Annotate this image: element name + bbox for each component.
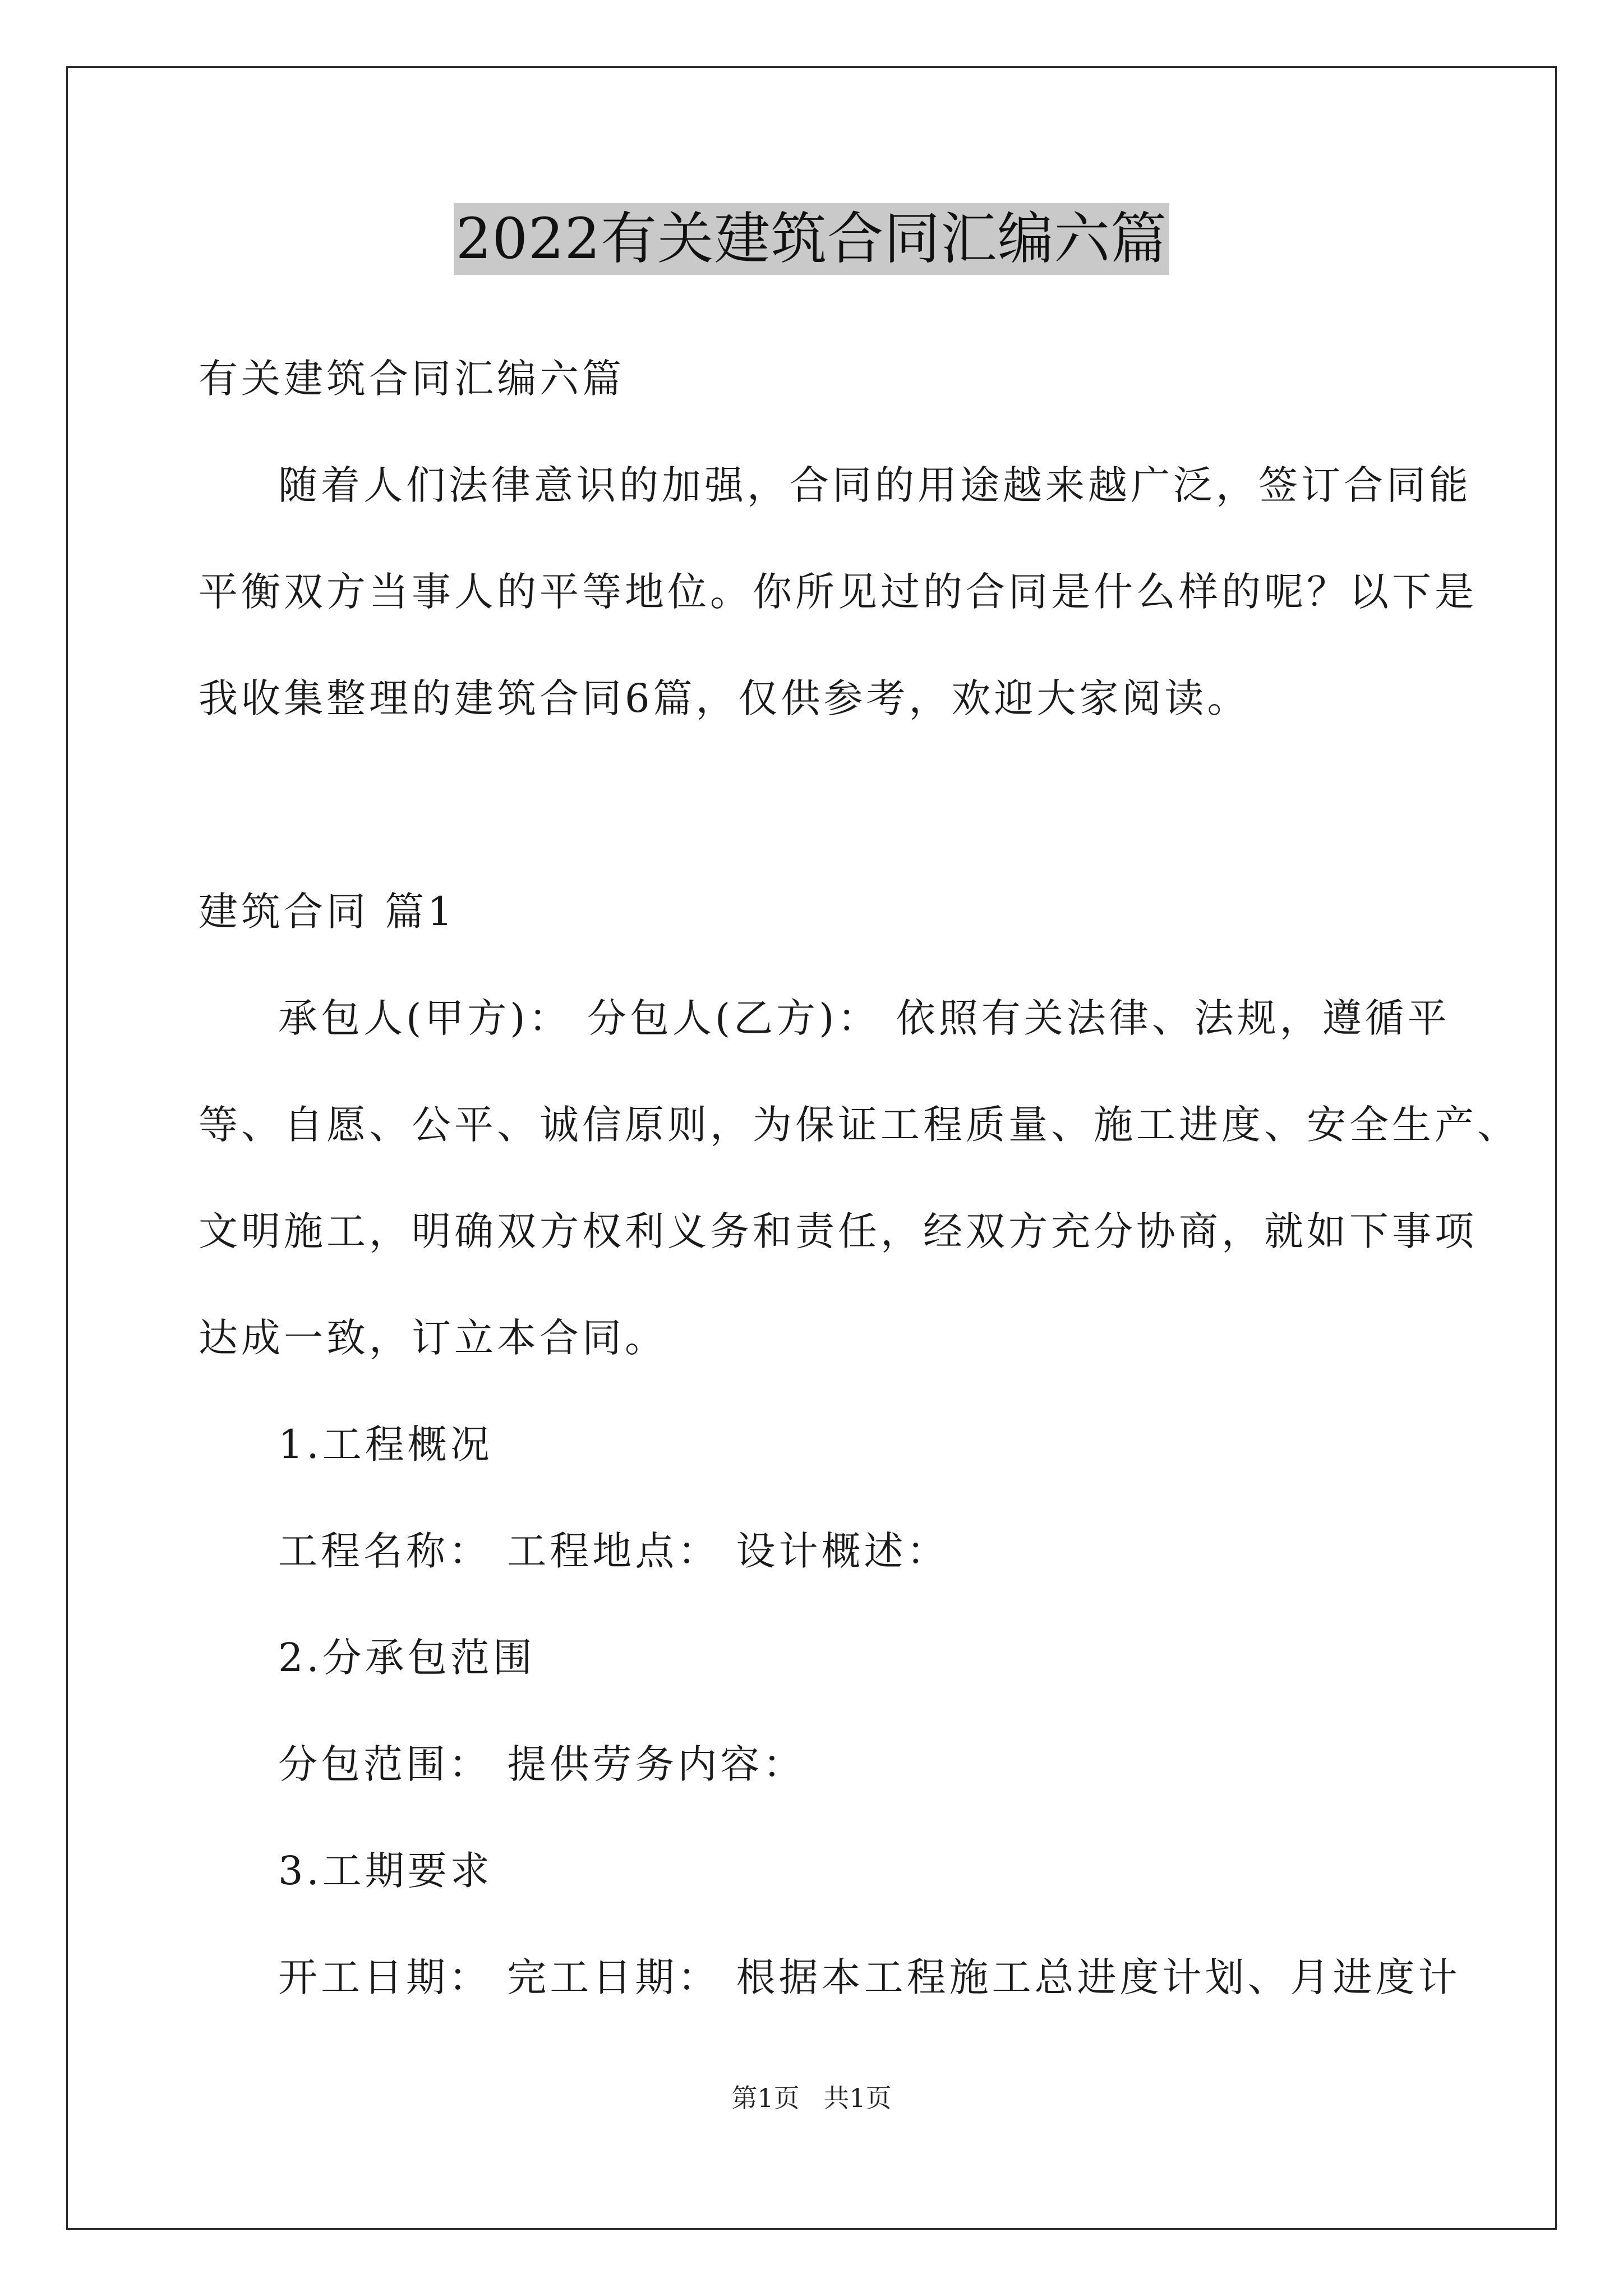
item-3-body: 开工日期： 完工日期： 根据本工程施工总进度计划、月进度计 — [278, 1954, 1461, 2000]
page-number-total: 共1页 — [823, 2083, 892, 2113]
intro-line-2: 平衡双方当事人的平等地位。你所见过的合同是什么样的呢？以下是 — [199, 569, 1477, 615]
page-footer — [0, 2081, 1623, 2115]
intro-line-3: 我收集整理的建筑合同6篇，仅供参考，欢迎大家阅读。 — [199, 675, 1250, 721]
contract-para-line-3: 文明施工，明确双方权利义务和责任，经双方充分协商，就如下事项 — [199, 1208, 1477, 1254]
document-subtitle: 有关建筑合同汇编六篇 — [199, 356, 625, 402]
item-1-heading: 1.工程概况 — [278, 1421, 493, 1467]
section-heading: 建筑合同 篇1 — [199, 889, 456, 935]
intro-line-1: 随着人们法律意识的加强，合同的用途越来越广泛，签订合同能 — [278, 462, 1472, 508]
item-2-body: 分包范围： 提供劳务内容： — [278, 1741, 806, 1787]
contract-para-line-2: 等、自愿、公平、诚信原则，为保证工程质量、施工进度、安全生产、 — [199, 1102, 1520, 1148]
title-container — [0, 203, 1623, 275]
contract-para-line-1: 承包人(甲方)： 分包人(乙方)： 依照有关法律、法规，遵循平 — [278, 995, 1450, 1041]
item-2-heading: 2.分承包范围 — [278, 1635, 536, 1681]
item-1-body: 工程名称： 工程地点： 设计概述： — [278, 1528, 949, 1574]
contract-para-line-4: 达成一致，订立本合同。 — [199, 1315, 667, 1361]
item-3-heading: 3.工期要求 — [278, 1848, 493, 1894]
page-number-current: 第1页 — [731, 2083, 800, 2113]
document-title: 2022有关建筑合同汇编六篇 — [454, 203, 1170, 275]
